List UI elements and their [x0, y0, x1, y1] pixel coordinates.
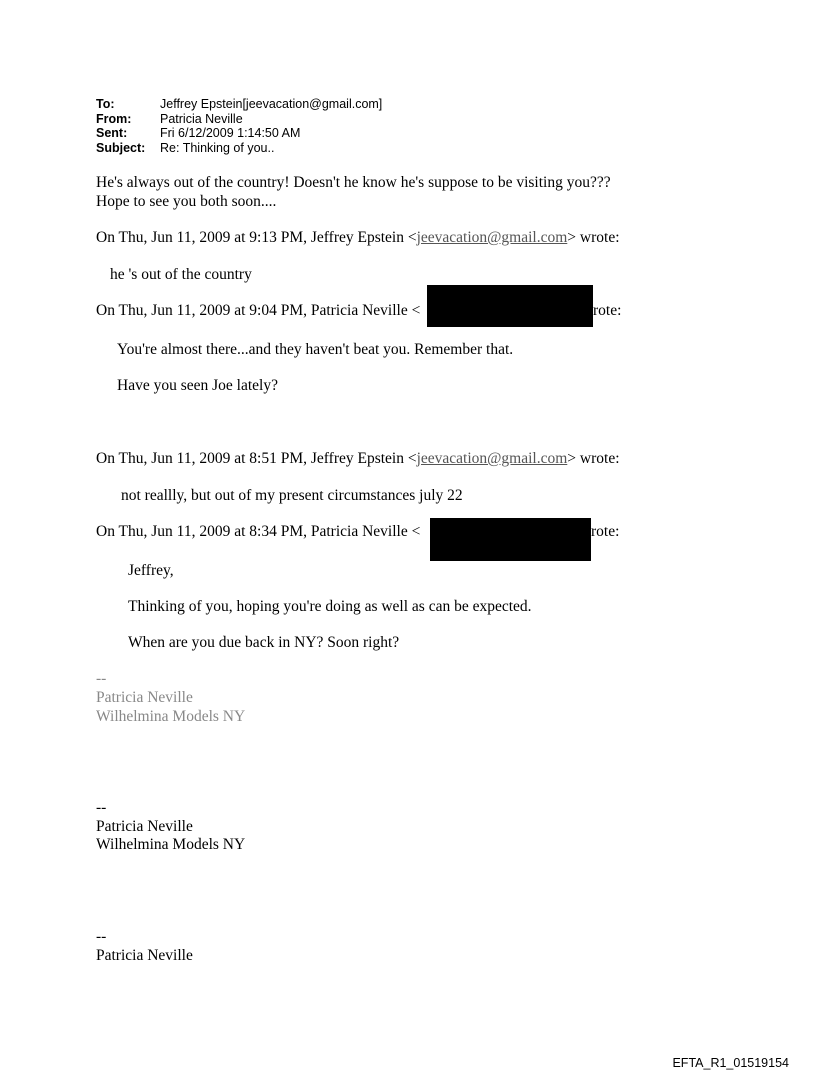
quote-2-text-1: You're almost there...and they haven't beat you. Remember that.	[117, 341, 514, 358]
header-to-row	[96, 97, 382, 112]
from-value: Patricia Neville	[160, 111, 243, 126]
sent-label: Sent:	[96, 126, 128, 140]
quote-1-email-link[interactable]: jeevacation@gmail.com	[416, 229, 568, 246]
signature-3-name: Patricia Neville	[96, 947, 193, 964]
quote-1-text: he 's out of the country	[110, 266, 252, 283]
quote-4-text-1: Thinking of you, hoping you're doing as well as can be expected.	[128, 598, 532, 615]
sent-value: Fri 6/12/2009 1:14:50 AM	[160, 126, 301, 140]
from-label: From:	[96, 111, 132, 126]
body-line-2: Hope to see you both soon....	[96, 193, 277, 210]
quote-4-text-2: When are you due back in NY? Soon right?	[128, 634, 400, 651]
quote-4-attribution	[96, 523, 420, 541]
signature-2-dash: --	[96, 799, 107, 816]
subject-label: Subject:	[96, 140, 146, 155]
signature-2-company: Wilhelmina Models NY	[96, 836, 246, 853]
document-id: EFTA_R1_01519154	[672, 1056, 789, 1070]
quote-2-text-2: Have you seen Joe lately?	[117, 377, 278, 394]
quote-4-greeting: Jeffrey,	[128, 562, 174, 579]
header-subject-row	[96, 141, 382, 156]
redaction-box-1	[427, 285, 593, 327]
quote-1-prefix: On Thu, Jun 11, 2009 at 9:13 PM, Jeffrey Epstein <	[96, 229, 417, 246]
signature-1-dash: --	[96, 670, 107, 687]
quote-2-prefix: On Thu, Jun 11, 2009 at 9:04 PM, Patricia Neville <	[96, 302, 421, 319]
quote-3-suffix: > wrote:	[567, 450, 620, 467]
email-header	[96, 97, 382, 155]
quote-3-email-link[interactable]: jeevacation@gmail.com	[416, 450, 568, 467]
to-label: To:	[96, 97, 115, 111]
signature-3-dash: --	[96, 928, 107, 945]
quote-1-suffix: > wrote:	[567, 229, 620, 246]
quote-2-attribution	[96, 302, 420, 320]
to-value: Jeffrey Epstein[jeevacation@gmail.com]	[160, 97, 383, 111]
quote-3-attribution	[96, 450, 620, 468]
quote-3-text: not reallly, but out of my present circumstances july 22	[121, 487, 463, 504]
redaction-box-2	[430, 518, 591, 561]
header-sent-row	[96, 126, 382, 141]
header-from-row	[96, 112, 382, 127]
quote-2-suffix: rote:	[593, 302, 622, 319]
quote-3-prefix: On Thu, Jun 11, 2009 at 8:51 PM, Jeffrey Epstein <	[96, 450, 417, 467]
subject-value: Re: Thinking of you..	[160, 140, 275, 155]
signature-2-name: Patricia Neville	[96, 818, 193, 835]
quote-1-attribution	[96, 229, 620, 247]
signature-1-company: Wilhelmina Models NY	[96, 708, 246, 725]
quote-4-suffix: rote:	[591, 523, 620, 540]
quote-4-prefix: On Thu, Jun 11, 2009 at 8:34 PM, Patricia Neville <	[96, 523, 421, 540]
body-line-1: He's always out of the country! Doesn't he know he's suppose to be visiting you???	[96, 174, 611, 191]
signature-1-name: Patricia Neville	[96, 689, 193, 706]
